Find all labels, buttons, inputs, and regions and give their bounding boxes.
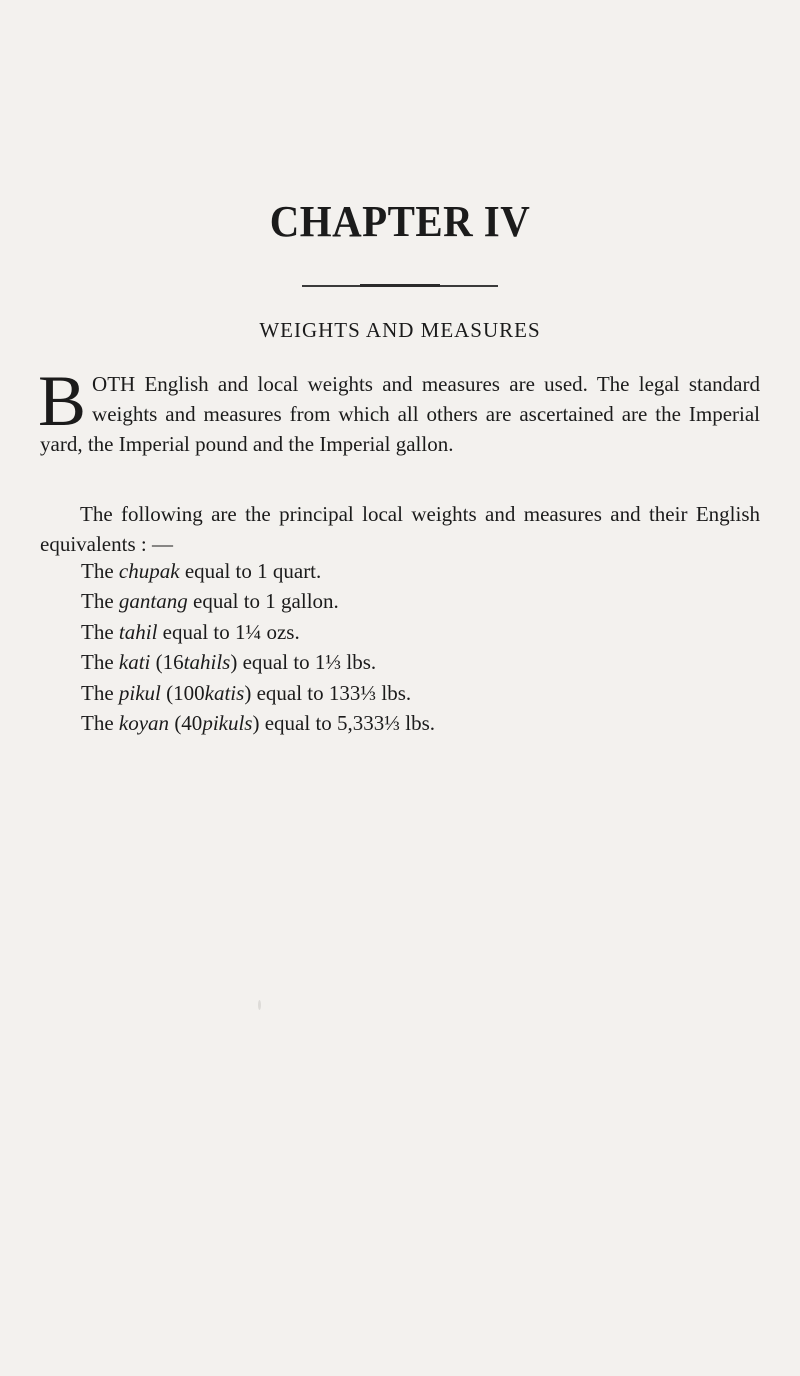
paper-mark bbox=[258, 1000, 261, 1010]
measure-paren-close: ) bbox=[244, 680, 252, 705]
equivalents-paragraph: The following are the principal local weights and measures and their English equivalents : — bbox=[40, 502, 760, 556]
measure-prefix: The bbox=[81, 559, 114, 583]
measure-prefix: The bbox=[81, 589, 114, 614]
measure-equivalent: equal to 1¼ ozs. bbox=[162, 619, 300, 644]
measure-item bbox=[81, 678, 761, 708]
measure-prefix: The bbox=[81, 711, 114, 736]
measure-term: chupak bbox=[118, 559, 180, 583]
measure-paren-close: ) bbox=[252, 711, 260, 736]
measure-equivalent: equal to 1 gallon. bbox=[193, 589, 339, 614]
measure-term: pikul bbox=[118, 680, 161, 705]
measure-equivalent: equal to 133⅓ lbs. bbox=[256, 680, 412, 705]
measure-paren-term: tahils bbox=[183, 650, 231, 675]
measure-paren-open: (100 bbox=[166, 680, 205, 705]
measure-term: koyan bbox=[118, 711, 170, 736]
dropcap-letter: B bbox=[38, 361, 87, 441]
measure-paren-term: pikuls bbox=[202, 711, 253, 736]
measure-paren-open: (40 bbox=[174, 711, 203, 736]
measure-term: tahil bbox=[118, 619, 158, 644]
measure-item bbox=[81, 647, 761, 677]
measure-prefix: The bbox=[81, 680, 114, 705]
section-title: WEIGHTS AND MEASURES bbox=[259, 318, 541, 342]
measure-paren-open: (16 bbox=[155, 650, 184, 675]
measure-item bbox=[81, 586, 761, 616]
chapter-heading: CHAPTER IV bbox=[269, 197, 531, 246]
measure-equivalent: equal to 1 quart. bbox=[184, 559, 322, 583]
measure-term: kati bbox=[118, 650, 151, 675]
measure-prefix: The bbox=[81, 650, 114, 675]
measure-item bbox=[81, 617, 761, 647]
measures-list bbox=[81, 556, 761, 738]
measure-paren-term: katis bbox=[204, 680, 245, 705]
heading-rule-center bbox=[360, 284, 440, 287]
measure-paren-close: ) bbox=[230, 650, 238, 675]
intro-paragraph-text: OTH English and local weights and measures are used. The legal standard weights and measures from which all others are ascertained are the Imperial yard, the Imperial pound and the Imperial gallon. bbox=[40, 372, 760, 456]
measure-item bbox=[81, 708, 761, 738]
measure-term: gantang bbox=[118, 589, 188, 614]
measure-equivalent: equal to 1⅓ lbs. bbox=[242, 650, 377, 675]
measure-prefix: The bbox=[81, 619, 114, 644]
intro-paragraph bbox=[38, 361, 760, 459]
measure-equivalent: equal to 5,333⅓ lbs. bbox=[264, 711, 436, 736]
measure-item bbox=[81, 556, 761, 586]
